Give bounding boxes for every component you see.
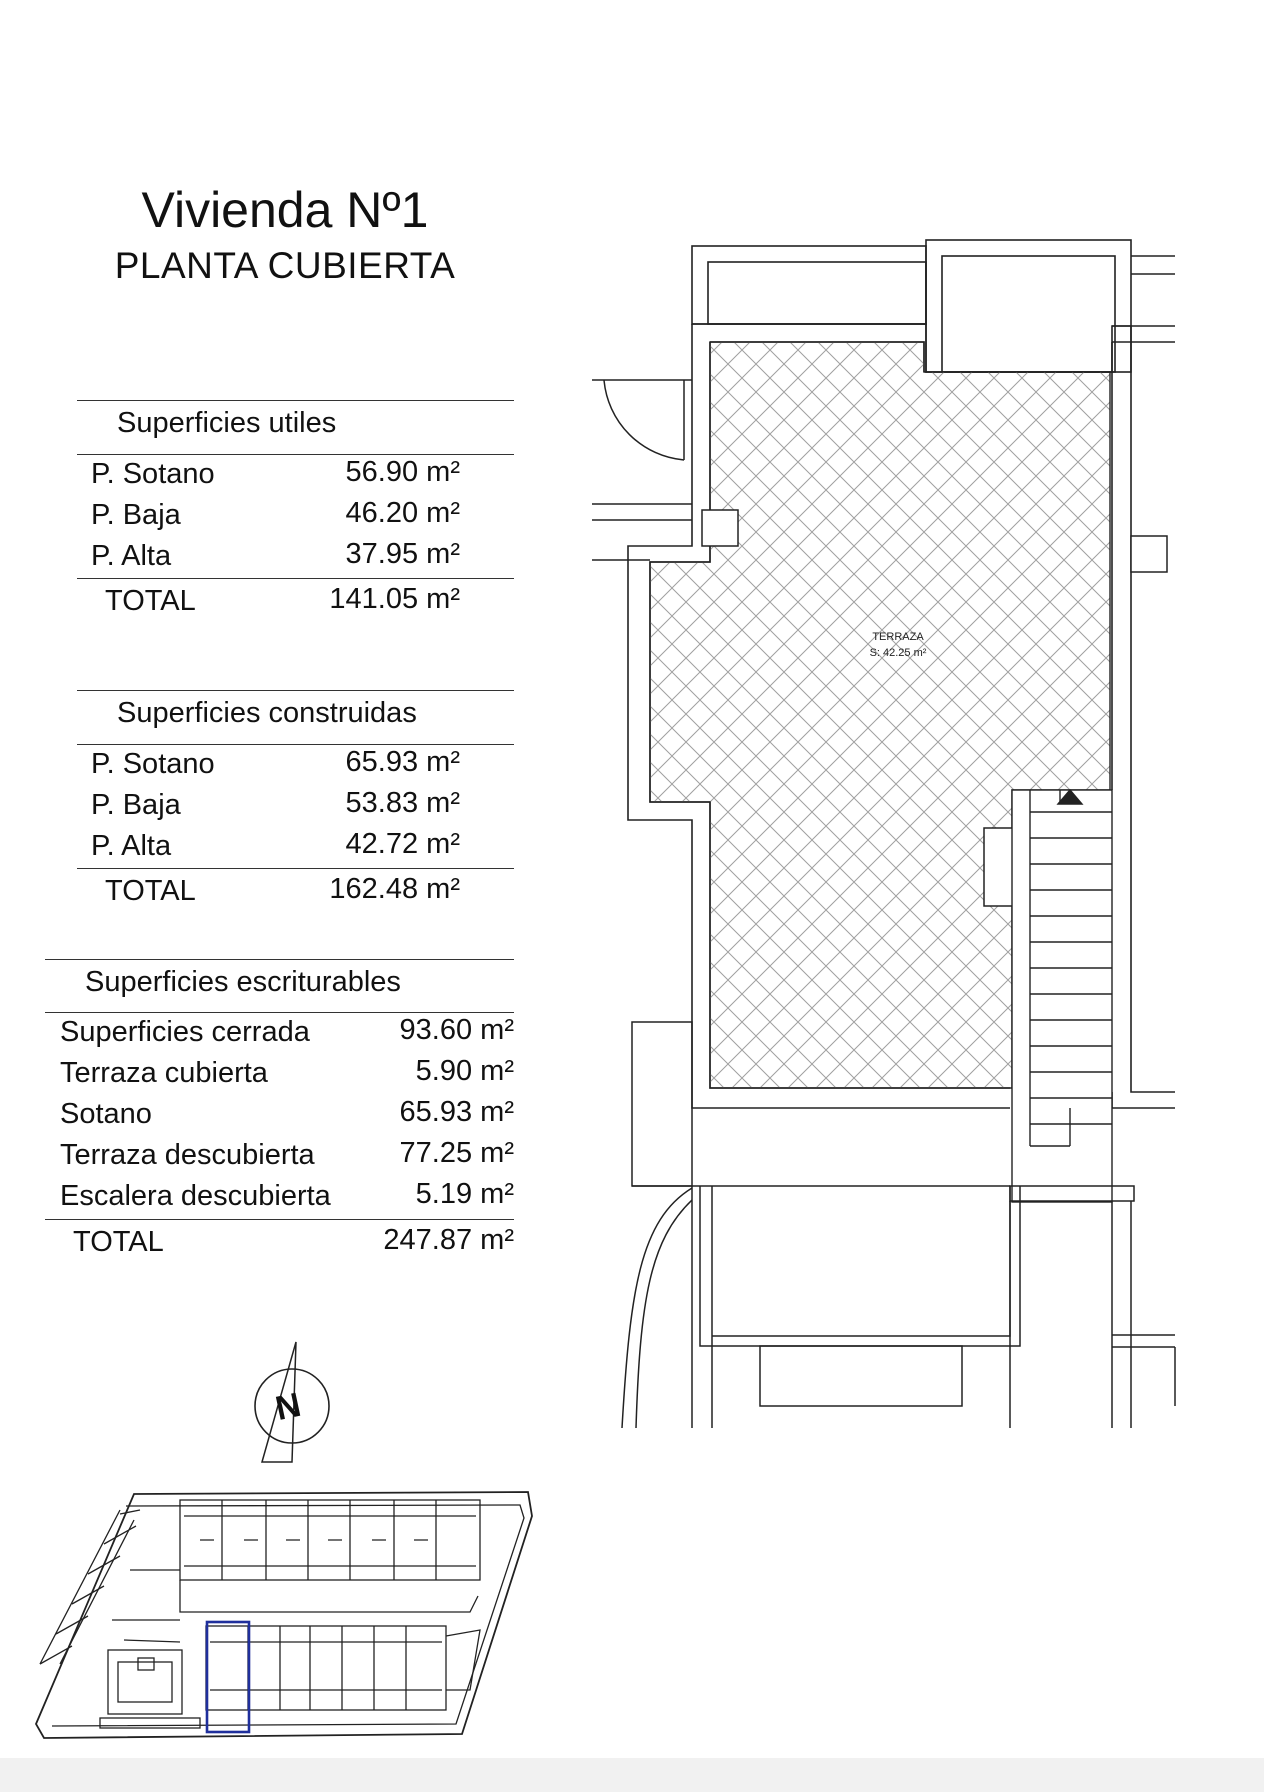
page-title: Vivienda Nº1 [141, 182, 429, 238]
pool-steps [138, 1658, 154, 1670]
curved-path [622, 1188, 692, 1428]
section-heading: Superficies construidas [117, 697, 417, 729]
house-details [184, 1516, 476, 1566]
compass [255, 1342, 329, 1462]
row-value: 77.25 m² [399, 1137, 514, 1169]
total-label: TOTAL [105, 585, 196, 617]
row-value: 5.19 m² [415, 1178, 514, 1210]
wall [942, 256, 1115, 372]
compass-letter: N [272, 1385, 305, 1429]
selected-unit-highlight [207, 1622, 249, 1732]
row-label: P. Alta [91, 830, 172, 862]
pool-deck [100, 1718, 200, 1728]
row-value: 53.83 m² [345, 787, 460, 819]
pool-area [108, 1650, 182, 1714]
site-paths [112, 1570, 180, 1642]
staircase [1012, 790, 1112, 1202]
row-label: P. Baja [91, 499, 181, 531]
total-value: 162.48 m² [329, 873, 460, 905]
total-label: TOTAL [73, 1226, 164, 1258]
row-value: 5.90 m² [415, 1055, 514, 1087]
parking-edge [40, 1510, 134, 1664]
row-value: 65.93 m² [345, 746, 460, 778]
pool [118, 1662, 172, 1702]
wall [708, 262, 926, 324]
row-label: P. Sotano [91, 748, 215, 780]
row-value: 37.95 m² [345, 538, 460, 570]
door-swing [604, 380, 684, 460]
row-label: P. Alta [91, 540, 172, 572]
stair-enclosure [1012, 790, 1112, 1202]
wall [926, 240, 1131, 372]
column [702, 510, 738, 546]
row-label: P. Sotano [91, 458, 215, 490]
curved-path [636, 1200, 692, 1428]
parking-lines [40, 1510, 140, 1664]
house-dividers [248, 1626, 406, 1710]
upper-terraces [180, 1580, 478, 1612]
row-label: P. Baja [91, 789, 181, 821]
row-value: 93.60 m² [399, 1014, 514, 1046]
balcony [692, 1186, 1020, 1428]
total-label: TOTAL [105, 875, 196, 907]
row-value: 65.93 m² [399, 1096, 514, 1128]
row-label: Escalera descubierta [60, 1180, 331, 1212]
row-label: Terraza cubierta [60, 1057, 268, 1089]
wall [632, 1022, 692, 1186]
total-value: 141.05 m² [329, 583, 460, 615]
row-label: Superficies cerrada [60, 1016, 310, 1048]
site-inner [52, 1505, 524, 1726]
total-value: 247.87 m² [383, 1224, 514, 1256]
section-heading: Superficies utiles [117, 407, 337, 439]
planter [760, 1346, 962, 1406]
row-label: Sotano [60, 1098, 152, 1130]
row-value: 42.72 m² [345, 828, 460, 860]
row-value: 46.20 m² [345, 497, 460, 529]
lower-houses [206, 1626, 446, 1710]
page-subtitle: PLANTA CUBIERTA [114, 245, 456, 286]
row-label: Terraza descubierta [60, 1139, 315, 1171]
section-heading: Superficies escriturables [85, 966, 401, 998]
column [1131, 536, 1167, 572]
site-paths [446, 1630, 480, 1690]
house-details [210, 1642, 442, 1690]
room-name: TERRAZA [872, 631, 924, 643]
row-value: 56.90 m² [345, 456, 460, 488]
page-footer-band [0, 1758, 1264, 1792]
wall [692, 246, 926, 324]
room-area: S: 42.25 m² [869, 647, 927, 659]
site-plan [36, 1492, 532, 1738]
